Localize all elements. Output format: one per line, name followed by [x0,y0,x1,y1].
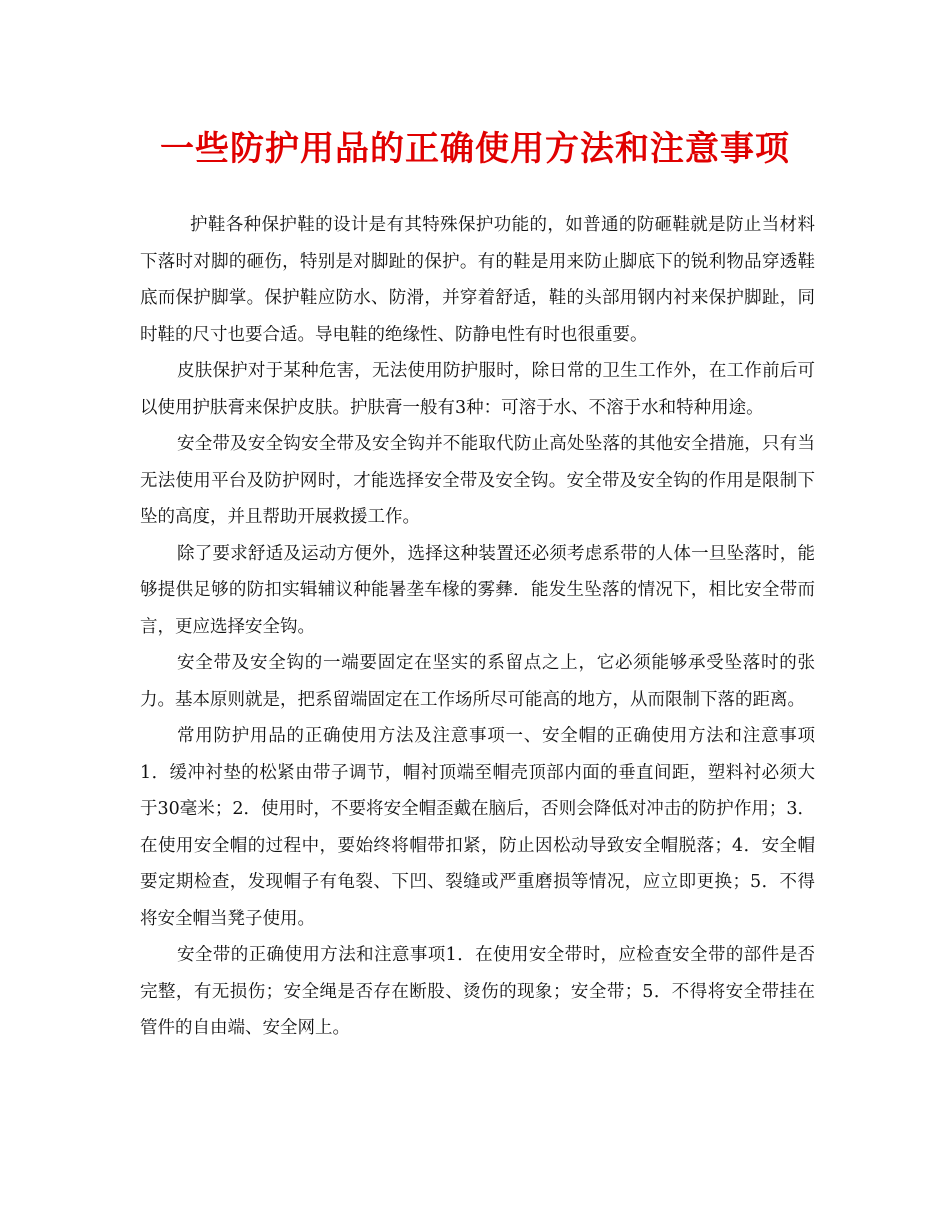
document-body [140,207,815,1047]
paragraph-device-selection: 除了要求舒适及运动方便外，选择这种装置还必须考虑系带的人体一旦坠落时，能够提供足够的防扣实辑辅议种能暑垄车椽的雾彝．能发生坠落的情况下，相比安全带而言，更应选择安全钩。 [140,543,815,637]
paragraph-safety-belt-hook: 安全带及安全钩安全带及安全钩并不能取代防止高处坠落的其他安全措施，只有当无法使用平台及防护网时，才能选择安全带及安全钩。安全带及安全钩的作用是限制下坠的高度，并且帮助开展救援工作。 [140,434,815,527]
document-title: 一些防护用品的正确使用方法和注意事项 [160,129,790,169]
paragraph-helmet-usage: 常用防护用品的正确使用方法及注意事项一、安全帽的正确使用方法和注意事项1．缓冲衬垫的松紧由带子调节，帽衬顶端至帽壳顶部内面的垂直间距，塑料衬必须大于30毫米；2．使用时，不要将安全帽歪戴在脑后，否则会降低对冲击的防护作用；3．在使用安全帽的过程中，要始终将帽带扣紧，防止因松动导致安全帽脱落；4．安全帽要定期检查，发现帽子有龟裂、下凹、裂缝或严重磨损等情况，应立即更换；5．不得将安全帽当凳子使用。 [140,726,815,929]
paragraph-anchor-point: 安全带及安全钩的一端要固定在坚实的系留点之上，它必须能够承受坠落时的张力。基本原则就是，把系留端固定在工作场所尽可能高的地方，从而限制下落的距离。 [140,653,815,710]
paragraph-skin-protection: 皮肤保护对于某种危害，无法使用防护服时，除日常的卫生工作外，在工作前后可以使用护肤膏来保护皮肤。护肤膏一般有3种：可溶于水、不溶于水和特种用途。 [140,361,815,418]
paragraph-protective-shoes: 护鞋各种保护鞋的设计是有其特殊保护功能的，如普通的防砸鞋就是防止当材料下落时对脚的砸伤，特别是对脚趾的保护。有的鞋是用来防止脚底下的锐利物品穿透鞋底而保护脚掌。保护鞋应防水、防滑，并穿着舒适，鞋的头部用钢内衬来保护脚趾，同时鞋的尺寸也要合适。导电鞋的绝缘性、防静电性有时也很重要。 [140,215,815,345]
paragraph-safety-belt-usage: 安全带的正确使用方法和注意事项1．在使用安全带时，应检查安全带的部件是否完整，有无损伤；安全绳是否存在断股、烫伤的现象；安全带；5．不得将安全带挂在管件的自由端、安全网上。 [140,945,815,1038]
